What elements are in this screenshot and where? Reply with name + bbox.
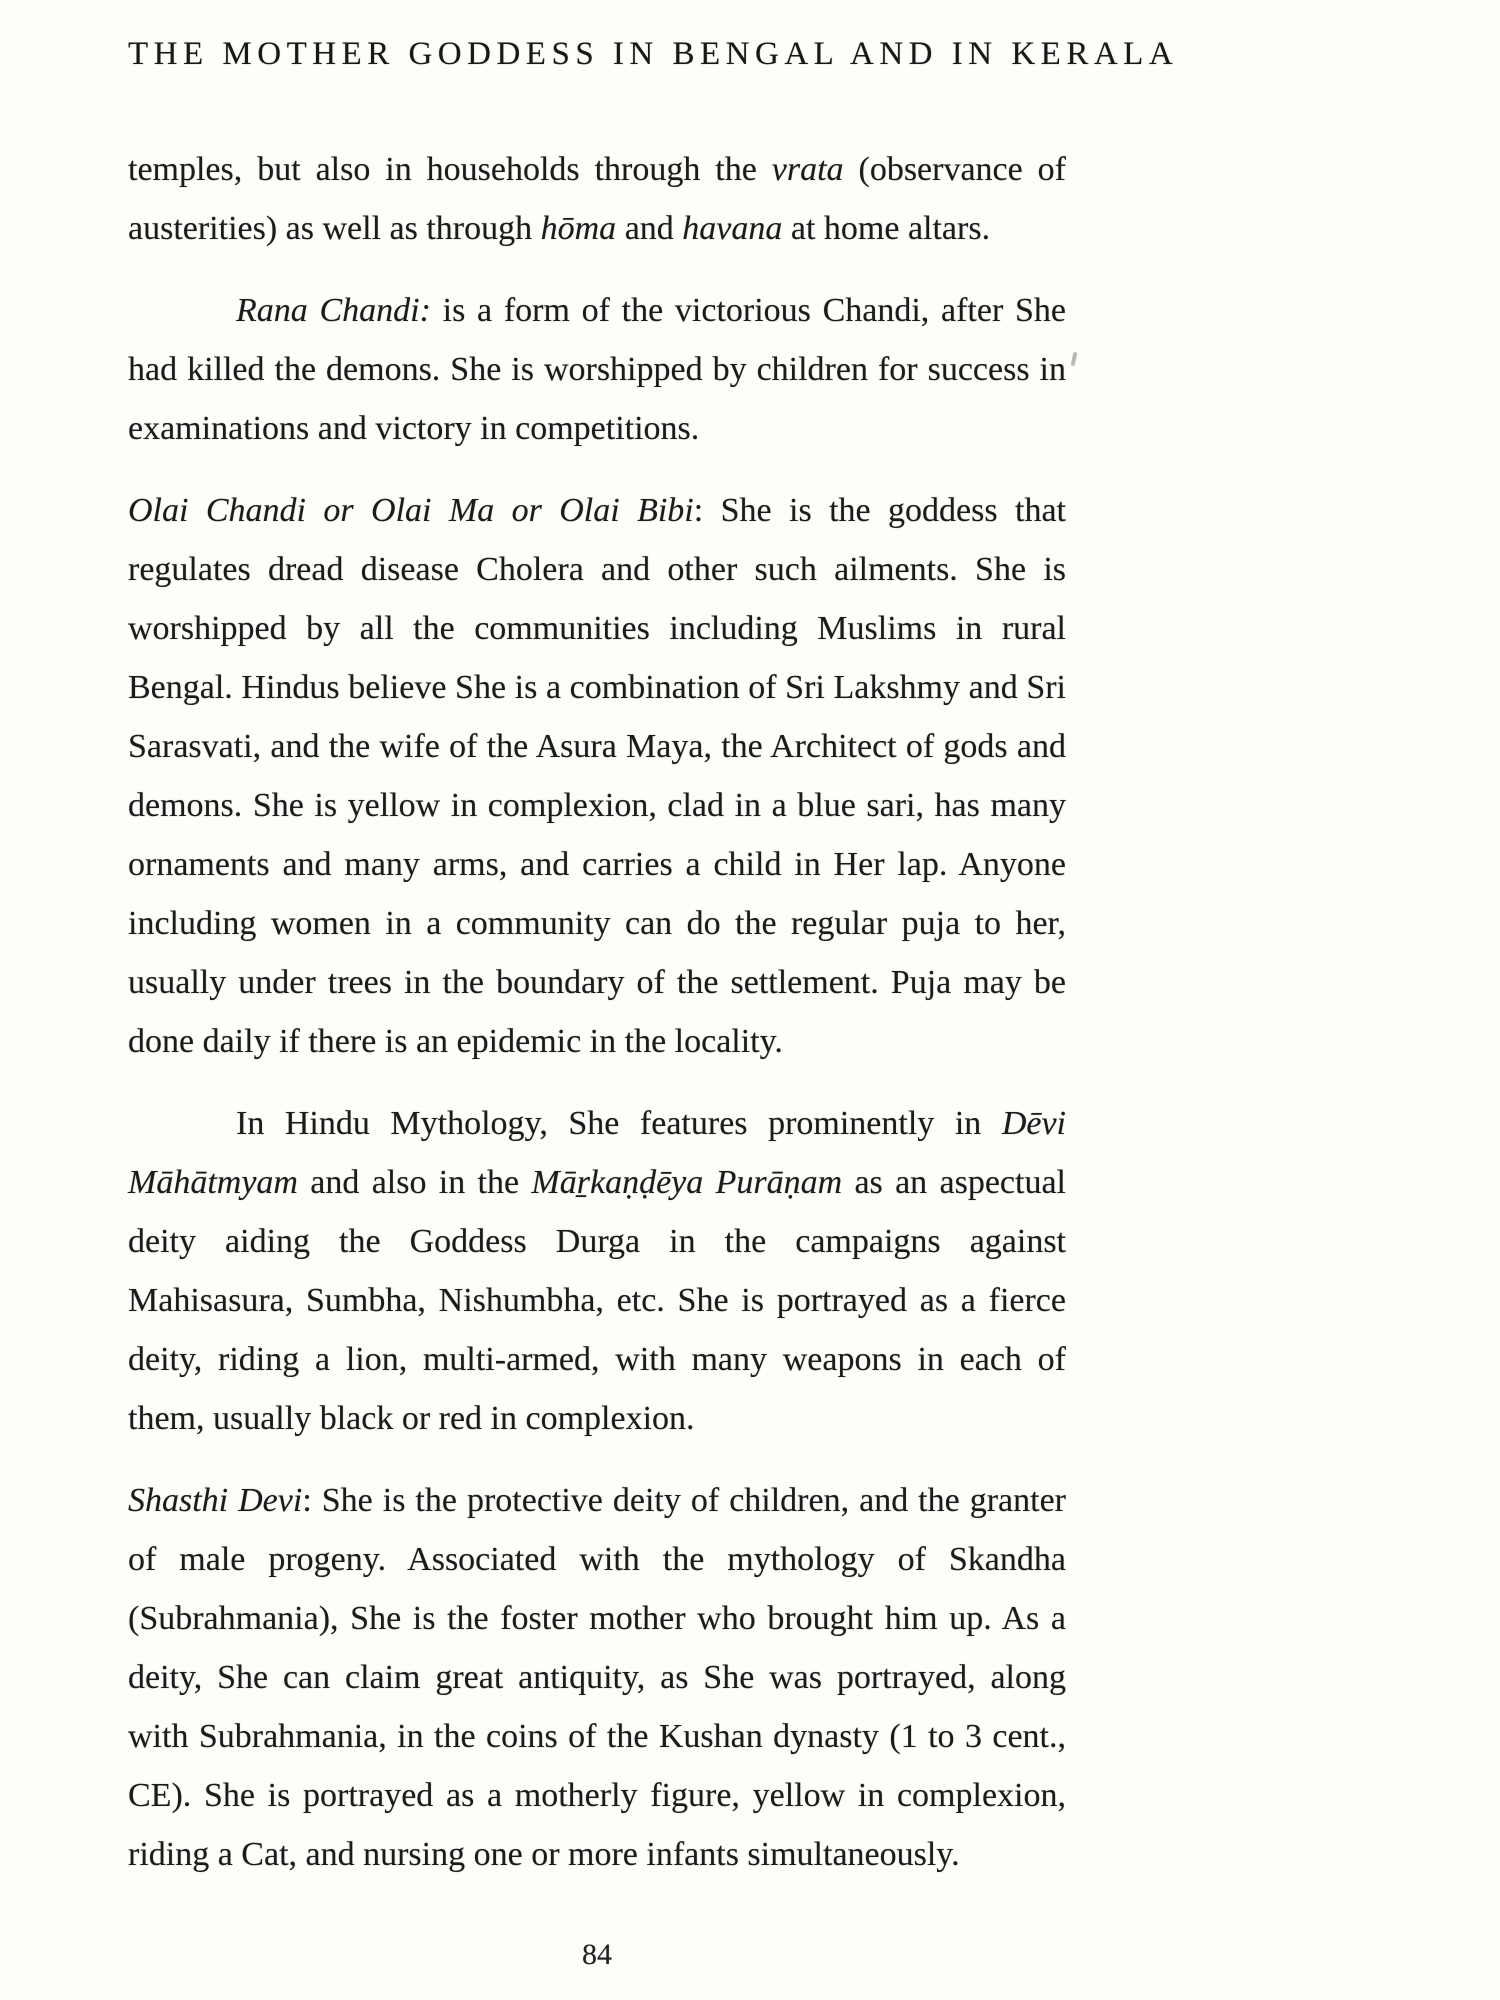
text-run: as an aspectual deity aiding the Goddess Durga in the campaigns against Mahisasura, Sumbha, Nishumbha, etc. She is portrayed as a fierce deity, riding a lion, multi-armed, with many weapons in each of them, usually black or red in complexion. [128, 1164, 1066, 1437]
paragraph-hindu-mythology [128, 1094, 1066, 1448]
text-run: In Hindu Mythology, She features prominently in [236, 1105, 1002, 1142]
paragraph-temples [128, 140, 1066, 258]
text-run: at home altars. [782, 210, 991, 247]
page-number: 84 [582, 1938, 612, 1971]
italic-term: hōma [540, 210, 617, 247]
paragraph-shasthi-devi [128, 1471, 1066, 1884]
text-run: and also in the [297, 1164, 532, 1201]
running-head-title: THE MOTHER GODDESS IN BENGAL AND IN KERALA [128, 36, 1179, 72]
scan-speckle [1071, 352, 1078, 367]
text-run: : She is the goddess that regulates dread disease Cholera and other such ailments. She is worshipped by all the communities including Muslims in rural Bengal. Hindus believe She is a combination of Sri Lakshmy and Sri Sarasvati, and the wife of the Asura Maya, the Architect of gods and demons. She is yellow in complexion, clad in a blue sari, has many ornaments and many arms, and carries a child in Her lap. Anyone including women in a community can do the regular puja to her, usually under trees in the boundary of the settlement. Puja may be done daily if there is an epidemic in the locality. [128, 492, 1066, 1060]
text-run: is a form of the victorious Chandi, after She had killed the demons. She is worshipped by children for success in examinations and victory in competitions. [128, 292, 1066, 447]
text-run: temples, but also in households through the [128, 151, 772, 188]
italic-term: Dēvi Māhātmyam [128, 1105, 1066, 1201]
text-run: : She is the protective deity of children, and the granter of male progeny. Associated with the mythology of Skandha (Subrahmania), She is the foster mother who brought him up. As a deity, She can claim great antiquity, as She was portrayed, along with Subrahmania, in the coins of the Kushan dynasty (1 to 3 cent., CE). She is portrayed as a motherly figure, yellow in complexion, riding a Cat, and nursing one or more infants simultaneously. [128, 1482, 1066, 1873]
italic-term: Olai Chandi or Olai Ma or Olai Bibi [128, 492, 694, 529]
italic-term: Rana Chandi: [236, 292, 431, 329]
italic-term: Māṟkaṇḍēya Purāṇam [531, 1164, 843, 1201]
italic-term: Shasthi Devi [128, 1482, 303, 1519]
paragraph-olai-chandi [128, 481, 1066, 1071]
paragraph-rana-chandi [128, 281, 1066, 458]
body-text [128, 140, 1066, 1907]
italic-term: havana [682, 210, 783, 247]
text-run: (observance of austerities) as well as through [128, 151, 1066, 247]
text-run: and [616, 210, 683, 247]
italic-term: vrata [771, 151, 844, 188]
